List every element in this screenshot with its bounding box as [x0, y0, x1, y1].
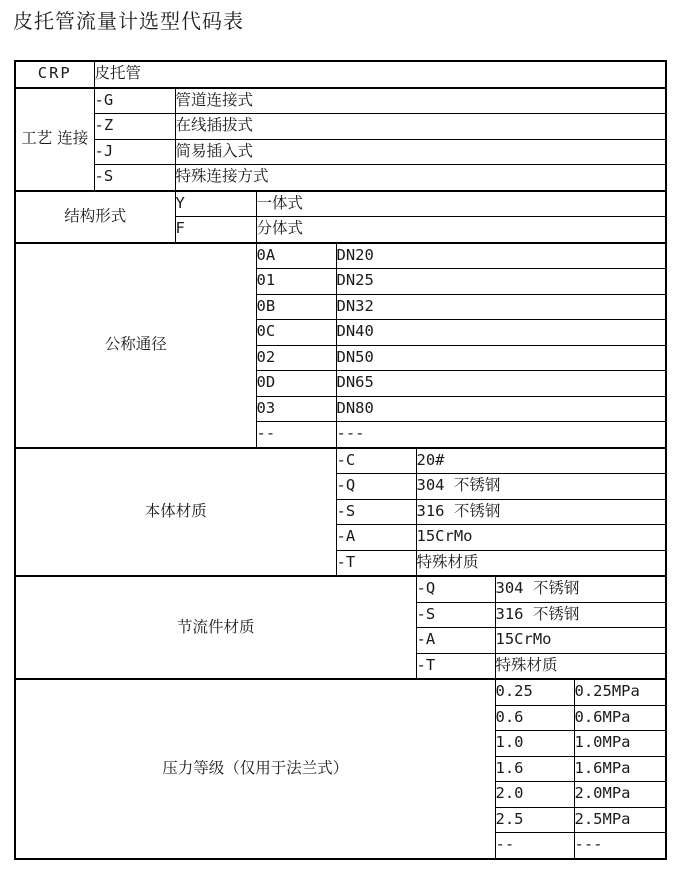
code-cell: 1.0 [495, 731, 574, 757]
section-label-body-material: 本体材质 [15, 448, 336, 577]
desc-cell: 15CrMo [495, 628, 666, 654]
code-cell: -- [256, 422, 336, 448]
desc-cell: 20# [416, 448, 666, 474]
desc-cell: DN80 [336, 396, 666, 422]
code-cell: 2.5 [495, 807, 574, 833]
desc-cell: 简易插入式 [175, 139, 666, 165]
code-cell: 1.6 [495, 756, 574, 782]
code-cell: -T [416, 653, 495, 679]
desc-cell: DN20 [336, 243, 666, 269]
crp-desc-cell: 皮托管 [94, 61, 666, 88]
desc-cell: 1.6MPa [574, 756, 666, 782]
table-row [15, 139, 666, 165]
desc-cell: --- [336, 422, 666, 448]
table-row [15, 114, 666, 140]
code-cell: 0A [256, 243, 336, 269]
table-row [15, 679, 666, 705]
table-row [15, 576, 666, 602]
code-cell: 01 [256, 269, 336, 295]
desc-cell: 管道连接式 [175, 88, 666, 114]
desc-cell: 304 不锈钢 [495, 576, 666, 602]
code-cell: -A [336, 525, 416, 551]
desc-cell: 2.0MPa [574, 782, 666, 808]
desc-cell: 一体式 [256, 191, 666, 217]
table-row [15, 448, 666, 474]
section-label-nominal-diameter: 公称通径 [15, 243, 256, 448]
section-label-pressure-rating: 压力等级（仅用于法兰式） [15, 679, 495, 859]
code-cell: -Q [336, 474, 416, 500]
table-row [15, 243, 666, 269]
desc-cell: DN32 [336, 294, 666, 320]
code-cell: -Q [416, 576, 495, 602]
section-label-process-connection: 工艺 连接 [15, 88, 94, 191]
desc-cell: 1.0MPa [574, 731, 666, 757]
desc-cell: DN25 [336, 269, 666, 295]
code-cell: 02 [256, 345, 336, 371]
desc-cell: 2.5MPa [574, 807, 666, 833]
table-row [15, 165, 666, 191]
code-cell: -S [416, 602, 495, 628]
code-cell: 2.0 [495, 782, 574, 808]
code-cell: 03 [256, 396, 336, 422]
desc-cell: 316 不锈钢 [416, 499, 666, 525]
page-title: 皮托管流量计选型代码表 [13, 9, 244, 33]
crp-code-cell: CRP [15, 61, 94, 88]
desc-cell: 特殊材质 [495, 653, 666, 679]
desc-cell: 分体式 [256, 217, 666, 243]
code-cell: -J [94, 139, 175, 165]
desc-cell: 304 不锈钢 [416, 474, 666, 500]
code-cell: -S [94, 165, 175, 191]
code-cell: F [175, 217, 256, 243]
code-cell: 0D [256, 371, 336, 397]
code-cell: -A [416, 628, 495, 654]
code-cell: 0C [256, 320, 336, 346]
code-cell: 0.25 [495, 679, 574, 705]
table-row [15, 191, 666, 217]
desc-cell: DN40 [336, 320, 666, 346]
desc-cell: --- [574, 833, 666, 859]
code-cell: -Z [94, 114, 175, 140]
desc-cell: 0.25MPa [574, 679, 666, 705]
desc-cell: 0.6MPa [574, 705, 666, 731]
code-cell: Y [175, 191, 256, 217]
section-label-structure-type: 结构形式 [15, 191, 175, 243]
table-row [15, 61, 666, 88]
desc-cell: 在线插拔式 [175, 114, 666, 140]
code-cell: -G [94, 88, 175, 114]
table-row [15, 88, 666, 114]
desc-cell: DN65 [336, 371, 666, 397]
selection-code-table [14, 60, 667, 860]
section-label-throttle-material: 节流件材质 [15, 576, 416, 679]
desc-cell: 15CrMo [416, 525, 666, 551]
desc-cell: 特殊连接方式 [175, 165, 666, 191]
code-cell: -T [336, 550, 416, 576]
code-cell: -- [495, 833, 574, 859]
code-cell: 0B [256, 294, 336, 320]
code-cell: 0.6 [495, 705, 574, 731]
code-cell: -S [336, 499, 416, 525]
code-cell: -C [336, 448, 416, 474]
desc-cell: 特殊材质 [416, 550, 666, 576]
desc-cell: 316 不锈钢 [495, 602, 666, 628]
desc-cell: DN50 [336, 345, 666, 371]
